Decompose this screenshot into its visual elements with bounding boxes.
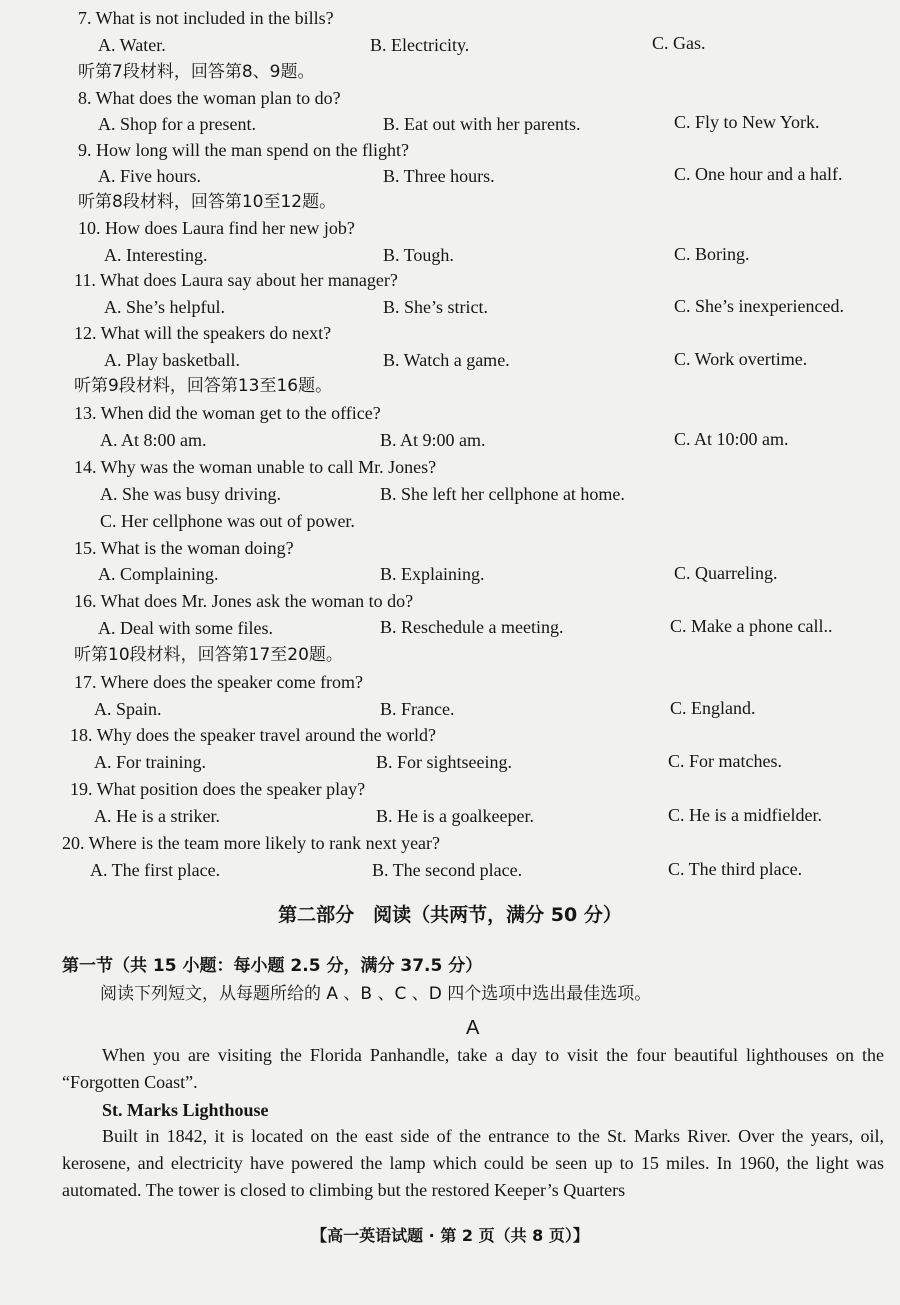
q19-option-b: B. He is a goalkeeper. xyxy=(376,806,534,826)
passage-subheading: St. Marks Lighthouse xyxy=(102,1100,269,1120)
q15-option-c: C. Quarreling. xyxy=(674,563,778,583)
question-8: 8. What does the woman plan to do? xyxy=(78,88,341,108)
q7-option-c: C. Gas. xyxy=(652,33,706,53)
listening-instruction-7: 听第7段材料，回答第8、9题。 xyxy=(78,62,315,82)
q10-option-a: A. Interesting. xyxy=(104,245,208,265)
q9-option-b: B. Three hours. xyxy=(383,166,495,186)
section1-instruction: 阅读下列短文，从每题所给的 A 、B 、C 、D 四个选项中选出最佳选项。 xyxy=(100,984,652,1004)
q10-option-c: C. Boring. xyxy=(674,244,750,264)
q7-option-b: B. Electricity. xyxy=(370,35,470,55)
q11-option-a: A. She’s helpful. xyxy=(104,297,225,317)
question-12: 12. What will the speakers do next? xyxy=(74,323,332,343)
q11-option-b: B. She’s strict. xyxy=(383,297,489,317)
q17-option-a: A. Spain. xyxy=(94,699,162,719)
question-11: 11. What does Laura say about her manager? xyxy=(74,270,398,290)
q10-option-b: B. Tough. xyxy=(383,245,454,265)
q16-option-a: A. Deal with some files. xyxy=(98,618,273,638)
q13-option-b: B. At 9:00 am. xyxy=(380,430,486,450)
q12-option-b: B. Watch a game. xyxy=(383,350,510,370)
q20-option-c: C. The third place. xyxy=(668,859,803,879)
question-16: 16. What does Mr. Jones ask the woman to do? xyxy=(74,591,414,611)
q15-option-b: B. Explaining. xyxy=(380,564,485,584)
listening-instruction-8: 听第8段材料，回答第10至12题。 xyxy=(78,192,337,212)
question-19: 19. What position does the speaker play? xyxy=(70,779,366,799)
listening-instruction-10: 听第10段材料，回答第17至20题。 xyxy=(74,645,343,665)
q13-option-a: A. At 8:00 am. xyxy=(100,430,207,450)
q18-option-a: A. For training. xyxy=(94,752,206,772)
q9-option-a: A. Five hours. xyxy=(98,166,201,186)
q14-option-c: C. Her cellphone was out of power. xyxy=(100,511,355,531)
passage-letter: A xyxy=(466,1017,480,1039)
q8-option-b: B. Eat out with her parents. xyxy=(383,114,581,134)
q18-option-c: C. For matches. xyxy=(668,751,782,771)
question-13: 13. When did the woman get to the office? xyxy=(74,403,381,423)
q9-option-c: C. One hour and a half. xyxy=(674,164,843,184)
question-20: 20. Where is the team more likely to rank next year? xyxy=(62,833,441,853)
q14-option-b: B. She left her cellphone at home. xyxy=(380,484,625,504)
q19-option-c: C. He is a midfielder. xyxy=(668,805,822,825)
q8-option-c: C. Fly to New York. xyxy=(674,112,820,132)
question-10: 10. How does Laura find her new job? xyxy=(78,218,355,238)
page-footer: 【高一英语试题 · 第 2 页（共 8 页）】 xyxy=(311,1226,589,1245)
q7-option-a: A. Water. xyxy=(98,35,166,55)
question-15: 15. What is the woman doing? xyxy=(74,538,294,558)
q11-option-c: C. She’s inexperienced. xyxy=(674,296,844,316)
q14-option-a: A. She was busy driving. xyxy=(100,484,281,504)
q12-option-c: C. Work overtime. xyxy=(674,349,808,369)
q13-option-c: C. At 10:00 am. xyxy=(674,429,789,449)
q16-option-c: C. Make a phone call.. xyxy=(670,616,833,636)
question-14: 14. Why was the woman unable to call Mr. Jones? xyxy=(74,457,437,477)
q12-option-a: A. Play basketball. xyxy=(104,350,240,370)
question-18: 18. Why does the speaker travel around the world? xyxy=(70,725,437,745)
question-9: 9. How long will the man spend on the flight? xyxy=(78,140,409,160)
q15-option-a: A. Complaining. xyxy=(98,564,219,584)
q17-option-c: C. England. xyxy=(670,698,756,718)
q20-option-a: A. The first place. xyxy=(90,860,221,880)
question-17: 17. Where does the speaker come from? xyxy=(74,672,364,692)
q17-option-b: B. France. xyxy=(380,699,455,719)
q16-option-b: B. Reschedule a meeting. xyxy=(380,617,564,637)
q20-option-b: B. The second place. xyxy=(372,860,523,880)
q8-option-a: A. Shop for a present. xyxy=(98,114,256,134)
passage-intro: When you are visiting the Florida Panhandle, take a day to visit the four beautiful lighthouses on the “Forgotten Coast”. xyxy=(62,1045,884,1092)
listening-instruction-9: 听第9段材料，回答第13至16题。 xyxy=(74,376,333,396)
q18-option-b: B. For sightseeing. xyxy=(376,752,513,772)
passage-body: Built in 1842, it is located on the east side of the entrance to the St. Marks River. Over the years, oil, kerosene, and electricity have powered the lamp which could be seen up to 15 miles. In 1960, the light was automated. The tower is closed to climbing but the restored Keeper’s Quarters xyxy=(62,1126,884,1200)
part2-title: 第二部分 阅读（共两节，满分 50 分） xyxy=(278,904,622,926)
q19-option-a: A. He is a striker. xyxy=(94,806,220,826)
section1-title: 第一节（共 15 小题：每小题 2.5 分，满分 37.5 分） xyxy=(62,956,483,976)
question-7: 7. What is not included in the bills? xyxy=(78,8,334,28)
